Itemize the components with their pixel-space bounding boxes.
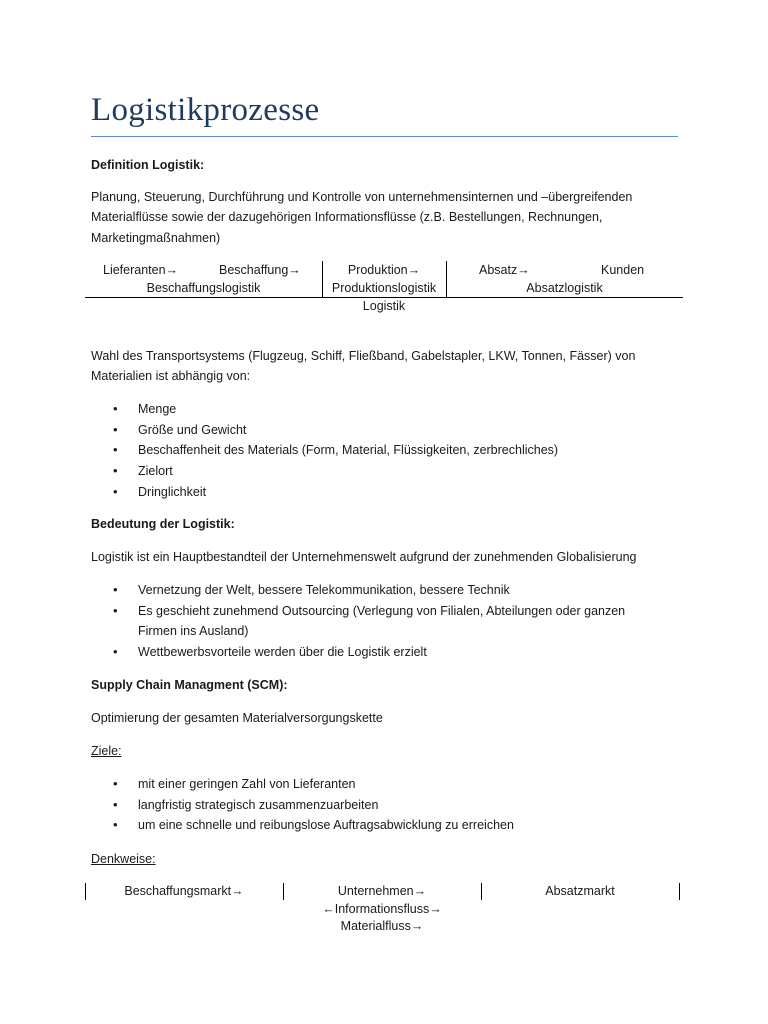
definition-line-3: Marketingmaßnahmen) — [91, 231, 221, 245]
list-item: • Vernetzung der Welt, bessere Telekommunikation, bessere Technik — [113, 580, 625, 601]
list-item: • Größe und Gewicht — [113, 420, 558, 441]
cell-beschaffung: Beschaffung→ — [219, 263, 301, 277]
cell-absatzlogistik: Absatzlogistik — [526, 281, 603, 295]
scm-heading: Supply Chain Managment (SCM): — [91, 678, 288, 692]
list-item: • Dringlichkeit — [113, 482, 558, 503]
cell-logistik: Logistik — [362, 299, 406, 313]
transport-line-2: Materialien ist abhängig von: — [91, 369, 251, 383]
ziele-heading: Ziele: — [91, 744, 122, 758]
page-title: Logistikprozesse — [91, 92, 320, 128]
cell-beschaffungsmarkt: Beschaffungsmarkt→ — [124, 884, 244, 898]
bedeutung-heading: Bedeutung der Logistik: — [91, 517, 235, 531]
transport-line-1: Wahl des Transportsystems (Flugzeug, Schiff, Fließband, Gabelstapler, LKW, Tonnen, Fässer) von — [91, 349, 636, 363]
denkweise-heading: Denkweise: — [91, 852, 156, 866]
list-item — [113, 601, 625, 642]
list-item-line: Firmen ins Ausland) — [138, 624, 249, 639]
transport-criteria-list — [113, 399, 558, 503]
cell-materialfluss: Materialfluss→ — [340, 919, 424, 933]
bedeutung-text: Logistik ist ein Hauptbestandteil der Unternehmenswelt aufgrund der zunehmenden Globalisierung — [91, 550, 637, 564]
definition-heading: Definition Logistik: — [91, 158, 205, 172]
cell-informationsfluss: ←Informationsfluss→ — [322, 902, 442, 916]
list-item: • langfristig strategisch zusammenzuarbeiten — [113, 795, 514, 816]
cell-produktionslogistik: Produktionslogistik — [331, 281, 437, 295]
cell-unternehmen: Unternehmen→ — [337, 884, 427, 898]
cell-kunden: Kunden — [601, 263, 645, 277]
list-item: • Wettbewerbsvorteile werden über die Logistik erzielt — [113, 642, 625, 663]
cell-absatzmarkt: Absatzmarkt — [545, 884, 615, 898]
logistics-flow-table — [85, 261, 683, 298]
scm-text: Optimierung der gesamten Materialversorgungskette — [91, 711, 383, 725]
definition-line-1: Planung, Steuerung, Durchführung und Kontrolle von unternehmensinternen und –übergreifenden — [91, 190, 633, 204]
table-divider — [679, 883, 680, 900]
list-item: • Zielort — [113, 461, 558, 482]
ziele-list — [113, 774, 514, 836]
cell-lieferanten: Lieferanten→ — [103, 263, 179, 277]
cell-produktion: Produktion→ — [347, 263, 421, 277]
bedeutung-list — [113, 580, 625, 663]
list-item: • mit einer geringen Zahl von Lieferanten — [113, 774, 514, 795]
cell-beschaffungslogistik: Beschaffungslogistik — [146, 281, 261, 295]
list-item-line: • Es geschieht zunehmend Outsourcing (Verlegung von Filialen, Abteilungen oder ganzen — [138, 603, 626, 618]
definition-line-2: Materialflüsse sowie der dazugehörigen Informationsflüsse (z.B. Bestellungen, Rechnungen, — [91, 210, 603, 224]
list-item: • um eine schnelle und reibungslose Auftragsabwicklung zu erreichen — [113, 815, 514, 836]
cell-absatz: Absatz→ — [479, 263, 530, 277]
list-item: • Beschaffenheit des Materials (Form, Material, Flüssigkeiten, zerbrechliches) — [113, 440, 558, 461]
list-item: • Menge — [113, 399, 558, 420]
title-underline — [91, 136, 678, 137]
